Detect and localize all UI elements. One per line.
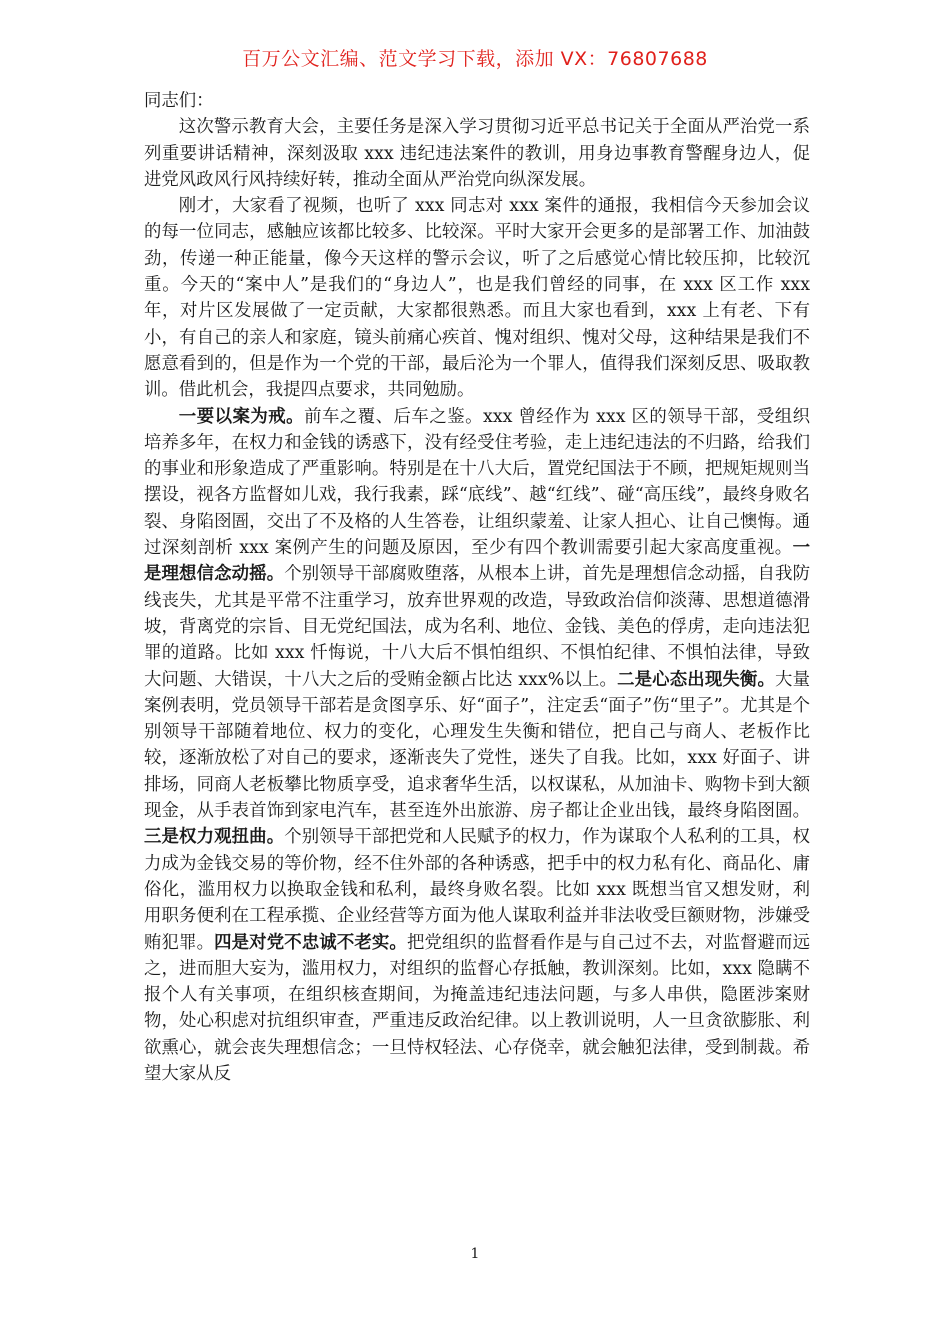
header-banner: 百万公文汇编、范文学习下载，添加 VX：76807688 [242, 48, 708, 70]
lesson-heading-3: 三是权力观扭曲。 [144, 827, 285, 848]
paragraph-context: 刚才，大家看了视频，也听了 xxx 同志对 xxx 案件的通报，我相信今天参加会议的每一位同志，感触应该都比较多、比较深。平时大家开会更多的是部署工作、加油鼓劲，传递一种正能量，像今天这样的警示会议，听了之后感觉心情比较压抑，比较沉重。今天的“案中人”是我们的“身边人”，也是我们曾经的同事，在 xxx 区工作 xxx 年，对片区发展做了一定贡献，大家都很熟悉。而且大家也看到，xxx 上有老、下有小，有自己的亲人和家庭，镜头前痛心疾首、愧对组织、愧对父母，这种结果是我们不愿意看到的，但是作为一个党的干部，最后沦为一个罪人，值得我们深刻反思、吸取教训。借此机会，我提四点要求，共同勉励。 [144, 196, 810, 401]
lesson-heading-1: 一是理想信念动摇。 [144, 538, 810, 585]
body-text: 个别领导干部把党和人民赋予的权力，作为谋取个人私利的工具，权力成为金钱交易的等价物，经不住外部的各种诱惑，把手中的权力私有化、商品化、庸俗化，滥用权力以换取金钱和私利，最终身败名裂。比如 xxx 既想当官又想发财，利用职务便利在工程承揽、企业经营等方面为他人谋取利益并非法收受巨额财物，涉嫌受贿犯罪。 [144, 827, 810, 953]
body-text: 把党组织的监督看作是与自己过不去，对监督避而远之，进而胆大妄为，滥用权力，对组织的监督心存抵触，教训深刻。比如，xxx 隐瞒不报个人有关事项，在组织核查期间，为掩盖违纪违法问题，与多人串供，隐匿涉案财物，处心积虑对抗组织审查，严重违反政治纪律。以上教训说明，人一旦贪欲膨胀、利欲熏心，就会丧失理想信念；一旦恃权轻法、心存侥幸，就会触犯法律，受到制裁。希望大家从反 [144, 932, 810, 1084]
section-heading: 一要以案为戒。 [178, 406, 305, 427]
body-text: 大量案例表明，党员领导干部若是贪图享乐、好“面子”，注定丢“面子”伤“里子”。尤其是个别领导干部随着地位、权力的变化，心理发生失衡和错位，把自己与商人、老板作比较，逐渐放松了对自己的要求，逐渐丧失了党性，迷失了自我。比如，xxx 好面子、讲排场，同商人老板攀比物质享受，追求奢华生活，以权谋私，从加油卡、购物卡到大额现金，从手表首饰到家电汽车，甚至连外出旅游、房子都让企业出钱，最终身陷囹圄。 [144, 669, 810, 822]
page-number: 1 [470, 1246, 480, 1262]
paragraph-requirement-one [144, 404, 810, 1088]
body-text: 前车之覆、后车之鉴。xxx 曾经作为 xxx 区的领导干部，受组织培养多年，在权力和金钱的诱惑下，没有经受住考验，走上违纪违法的不归路，给我们的事业和形象造成了严重影响。特别是在十八大后，置党纪国法于不顾，把规矩规则当摆设，视各方监督如儿戏，我行我素，踩“底线”、越“红线”、碰“高压线”，最终身败名裂、身陷囹圄，交出了不及格的人生答卷，让组织蒙羞、让家人担心、让自己懊悔。通过深刻剖析 xxx 案例产生的问题及原因，至少有四个教训需要引起大家高度重视。 [144, 406, 810, 559]
document-body [144, 88, 810, 1087]
lesson-heading-4: 四是对党不忠诚不老实。 [214, 932, 407, 953]
greeting: 同志们： [144, 91, 214, 111]
body-text: 个别领导干部腐败堕落，从根本上讲，首先是理想信念动摇，自我防线丧失，尤其是平常不注重学习，放弃世界观的改造，导致政治信仰淡薄、思想道德滑坡，背离党的宗旨、目无党纪国法，成为名利、地位、金钱、美色的俘虏，走向违法犯罪的道路。比如 xxx 忏悔说，十八大后不惧怕组织、不惧怕纪律、不惧怕法律，导致大问题、大错误，十八大之后的受贿金额占比达 xxx%以上。 [144, 564, 810, 690]
lesson-heading-2: 二是心态出现失衡。 [617, 669, 776, 690]
paragraph-intro: 这次警示教育大会，主要任务是深入学习贯彻习近平总书记关于全面从严治党一系列重要讲话精神，深刻汲取 xxx 违纪违法案件的教训，用身边事教育警醒身边人，促进党风政风行风持续好转，推动全面从严治党向纵深发展。 [144, 117, 810, 190]
